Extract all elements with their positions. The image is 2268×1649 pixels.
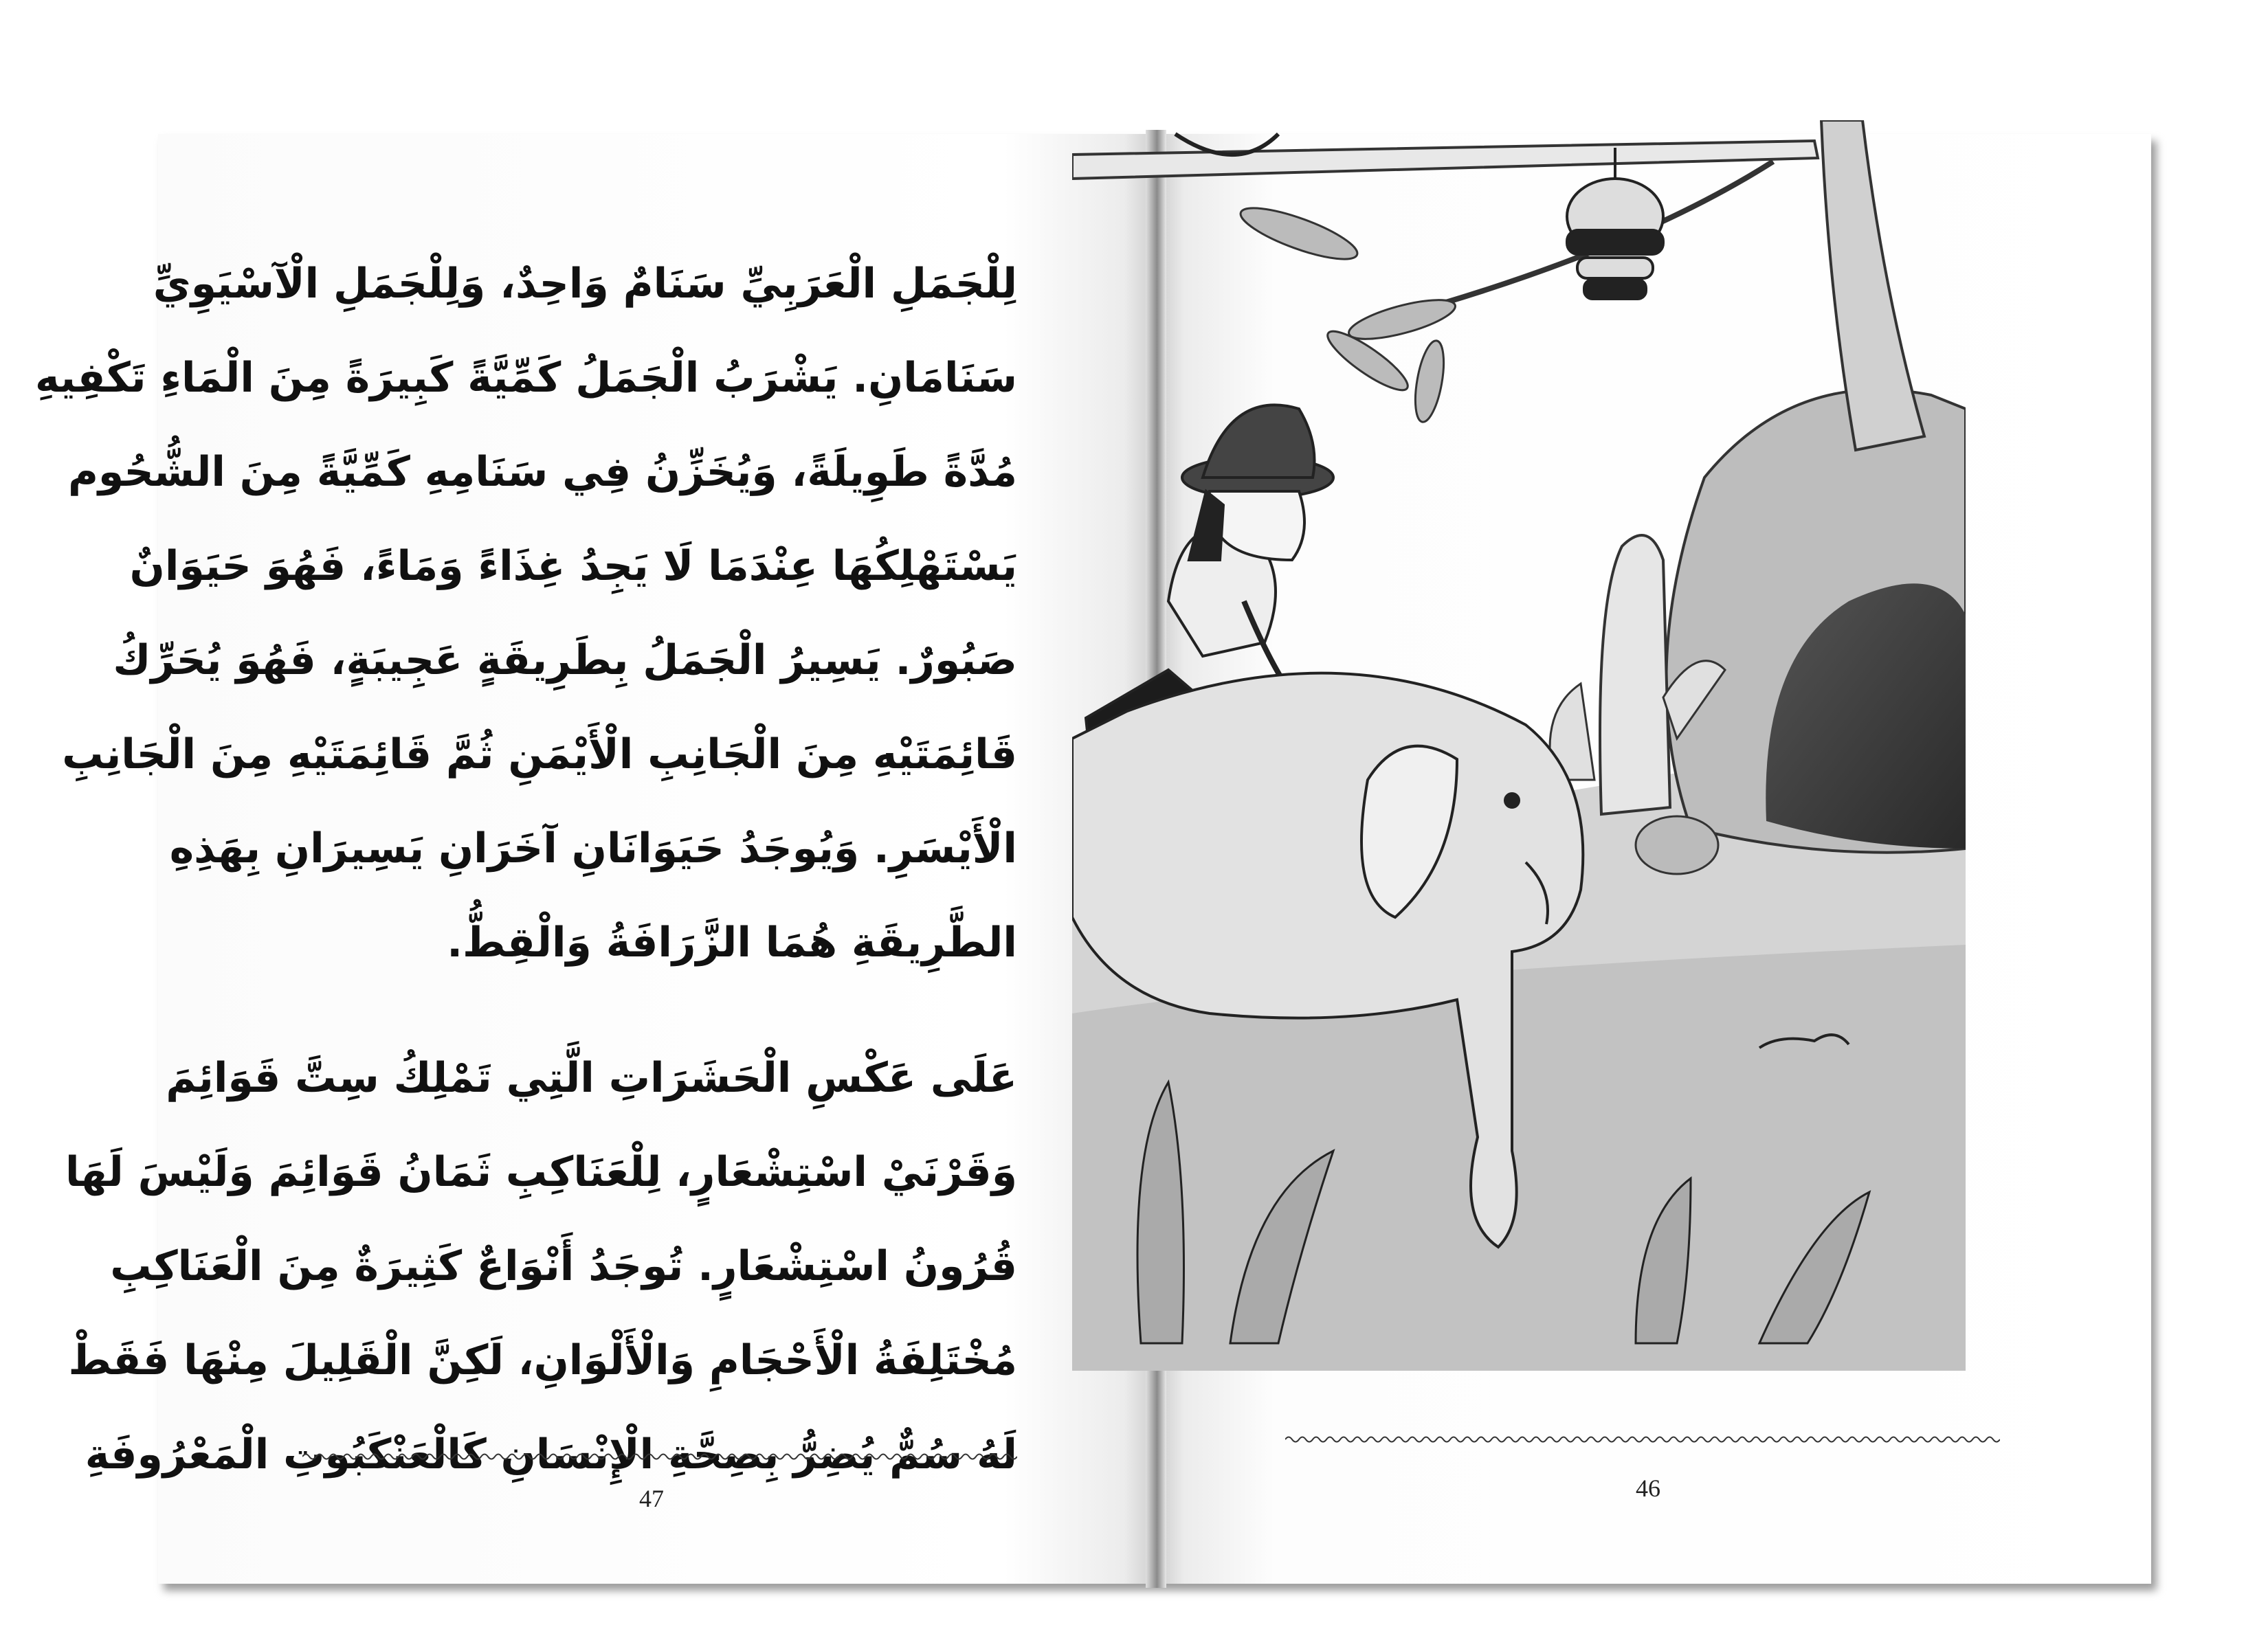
text-line: مُخْتَلِفَةُ الْأَحْجَامِ وَالْأَلْوَانِ، لَكِنَّ الْقَلِيلَ مِنْهَا فَقَطْ: [68, 1336, 1017, 1384]
text-line: الْأَيْسَرِ. وَيُوجَدُ حَيَوَانَانِ آخَرَانِ يَسِيرَانِ بِهَذِهِ: [169, 824, 1017, 873]
text-line: قُرُونُ اسْتِشْعَارٍ. تُوجَدُ أَنْوَاعٌ كَثِيرَةٌ مِنَ الْعَنَاكِبِ: [110, 1242, 1017, 1290]
text-line: لَهُ سُمٌّ يُضِرُّ بِصِحَّةِ الْإِنْسَانِ كَالْعَنْكَبُوتِ الْمَعْرُوفَةِ: [85, 1431, 1017, 1479]
paragraph-1: [34, 237, 1017, 990]
text-line: يَسْتَهْلِكُهَا عِنْدَمَا لَا يَجِدُ غِذَاءً وَمَاءً، فَهُوَ حَيَوَانٌ: [129, 542, 1017, 590]
text-line: الطَّرِيقَةِ هُمَا الزَّرَافَةُ وَالْقِطُّ.: [447, 919, 1017, 967]
wavy-divider: [302, 1450, 1017, 1463]
text-block: [34, 237, 1017, 1502]
text-line: صَبُورٌ. يَسِيرُ الْجَمَلُ بِطَرِيقَةٍ عَجِيبَةٍ، فَهُوَ يُحَرِّكُ: [113, 636, 1017, 684]
left-page: [34, 134, 1155, 1584]
text-line: عَلَى عَكْسِ الْحَشَرَاتِ الَّتِي تَمْلِكُ سِتَّ قَوَائِمَ: [166, 1054, 1017, 1102]
text-line: قَائِمَتَيْهِ مِنَ الْجَانِبِ الْأَيْمَنِ ثُمَّ قَائِمَتَيْهِ مِنَ الْجَانِبِ: [62, 730, 1017, 778]
text-line: لِلْجَمَلِ الْعَرَبِيِّ سَنَامٌ وَاحِدٌ، وَلِلْجَمَلِ الْآسْيَوِيِّ: [153, 260, 1017, 308]
text-line: مُدَّةً طَوِيلَةً، وَيُخَزِّنُ فِي سَنَامِهِ كَمِّيَّةً مِنَ الشُّحُوم: [67, 448, 1017, 496]
page-number: 46: [1636, 1474, 1660, 1502]
text-line: وَقَرْنَيْ اسْتِشْعَارٍ، لِلْعَنَاكِبِ ثَمَانُ قَوَائِمَ وَلَيْسَ لَهَا: [65, 1148, 1017, 1196]
paragraph-2: [65, 1031, 1017, 1502]
boy-elephant-illustration-icon: [1072, 120, 1966, 1371]
page-number: 47: [639, 1485, 664, 1512]
wavy-divider: [1285, 1433, 2000, 1446]
text-line: سَنَامَانِ. يَشْرَبُ الْجَمَلُ كَمِّيَّةً كَبِيرَةً مِنَ الْمَاءِ تَكْفِيهِ: [34, 354, 1017, 402]
